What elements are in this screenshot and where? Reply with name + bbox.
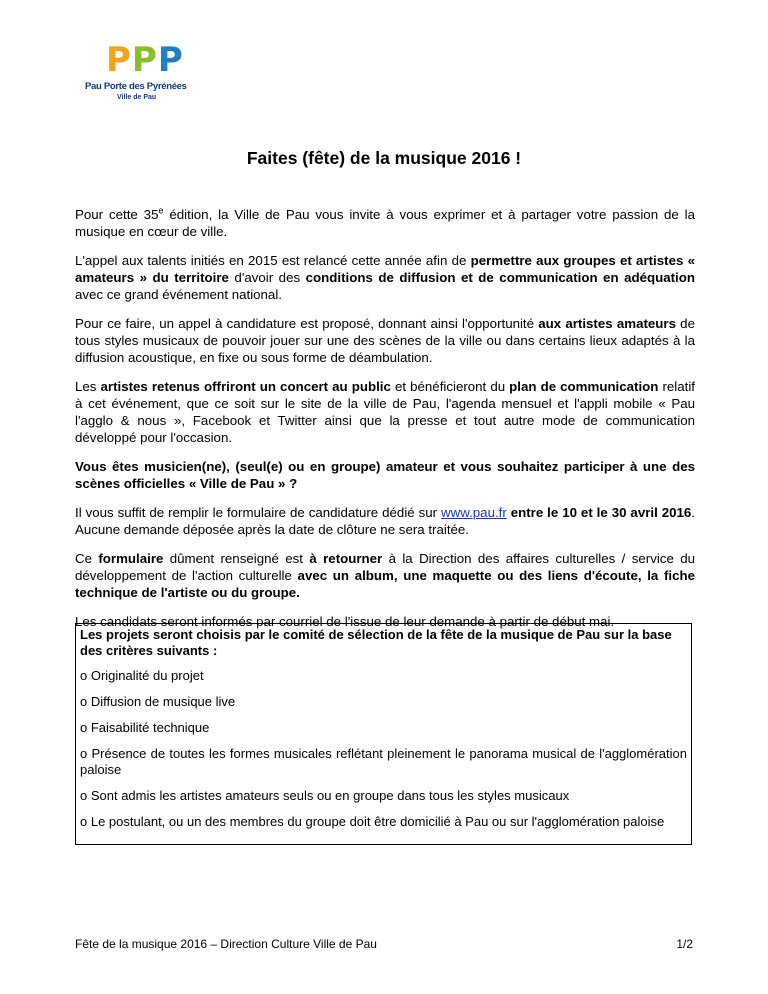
text-span: d'avoir des [228,270,306,285]
document-title: Faites (fête) de la musique 2016 ! [246,148,522,168]
text-span: avec ce grand événement national. [75,287,282,302]
superscript: e [158,205,164,216]
bold-text: avec un album, une maquette ou des liens d'écoute, la fiche technique de l'artiste ou du groupe. [75,568,695,600]
bold-text: formulaire [98,551,164,566]
paragraph-formulaire-link [75,504,695,538]
text-span: Pour cette 35 [75,207,159,222]
text-span: . Aucune demande déposée après la date de clôture ne sera traitée. [75,505,695,537]
bold-question: Vous êtes musicien(ne), (seul(e) ou en groupe) amateur et vous souhaitez participer à une des scènes officielles « Ville de Pau » ? [75,459,695,491]
text-span: et bénéficieront du [390,379,510,394]
criteria-item: o Le postulant, ou un des membres du groupe doit être domicilié à Pau ou sur l'agglomération paloise [80,814,665,829]
text-span: L'appel aux talents initiés en 2015 est relancé cette année afin de [75,253,471,268]
criteria-item: o Faisabilité technique [80,720,210,735]
criteria-item: o Diffusion de musique live [80,694,236,709]
logo-ppp-letters [106,42,182,78]
page-number: 1/2 [676,937,693,951]
text-span: relatif à cet événement, que ce soit sur le site de la ville de Pau, l'agenda mensuel et l'appli mobile « Pau l'agglo & nous », Facebook et Twitter ainsi que la presse et tout autre mode de communication développé pour l'occasion. [75,379,696,445]
paragraph-retour [75,550,695,601]
paragraph-intro [75,206,695,240]
bold-text: artistes retenus offriront un concert au public [100,379,391,394]
text-span: Pour ce faire, un appel à candidature est proposé, donnant ainsi l'opportunité [75,316,539,331]
text-span: Les [75,379,101,394]
criteria-item: o Présence de toutes les formes musicales reflétant pleinement le panorama musical de l'agglomération paloise [80,746,687,777]
logo-letter-p-blue: P [157,40,182,80]
text-span: édition, la Ville de Pau vous invite à vous exprimer et à partager votre passion de la musique en cœur de ville. [75,207,695,239]
text-span: Ce [75,551,99,566]
text-span: Il vous suffit de remplir le formulaire de candidature dédié sur [75,505,442,520]
logo-letter-p-orange: P [106,40,130,80]
text-span: de tous styles musicaux de pouvoir jouer sur une des scènes de la ville ou dans certains lieux adaptés à la diffusion acoustique, en fixe ou sous forme de déambulation. [75,316,695,365]
text-span: à la Direction des affaires culturelles / service du développement de l'action culturelle [75,551,695,583]
paragraph-appel [75,252,695,303]
logo-tagline: Pau Porte des Pyrénées [85,81,187,92]
bold-text: entre le 10 et le 30 avril 2016 [506,505,692,520]
document-body [75,206,695,642]
criteria-box [75,623,692,845]
bold-text: plan de communication [509,379,659,394]
criteria-item: o Sont admis les artistes amateurs seuls ou en groupe dans tous les styles musicaux [80,788,570,803]
bold-text: aux artistes amateurs [538,316,676,331]
logo-letter-p-green: P [131,40,156,80]
paragraph-information: Les candidats seront informés par courriel de l'issue de leur demande à partir de début mai. [75,614,615,629]
criteria-intro: Les projets seront choisis par le comité de sélection de la fête de la musique de Pau sur la base des critères suivants : [80,627,672,658]
footer-text: Fête de la musique 2016 – Direction Culture Ville de Pau [75,937,377,951]
paragraph-communication [75,378,695,446]
logo-subtitle: Ville de Pau [117,94,157,101]
paragraph-question [75,458,695,492]
paragraph-candidature [75,315,695,366]
bold-text: conditions de diffusion et de communication en adéquation [305,270,695,285]
bold-text: permettre aux groupes et artistes « amateurs » du territoire [75,253,695,285]
pau-website-link[interactable]: www.pau.fr [441,505,507,520]
text-span: dûment renseigné est [163,551,310,566]
ville-de-pau-logo [75,40,195,112]
bold-text: à retourner [309,551,383,566]
criteria-item: o Originalité du projet [80,668,204,683]
